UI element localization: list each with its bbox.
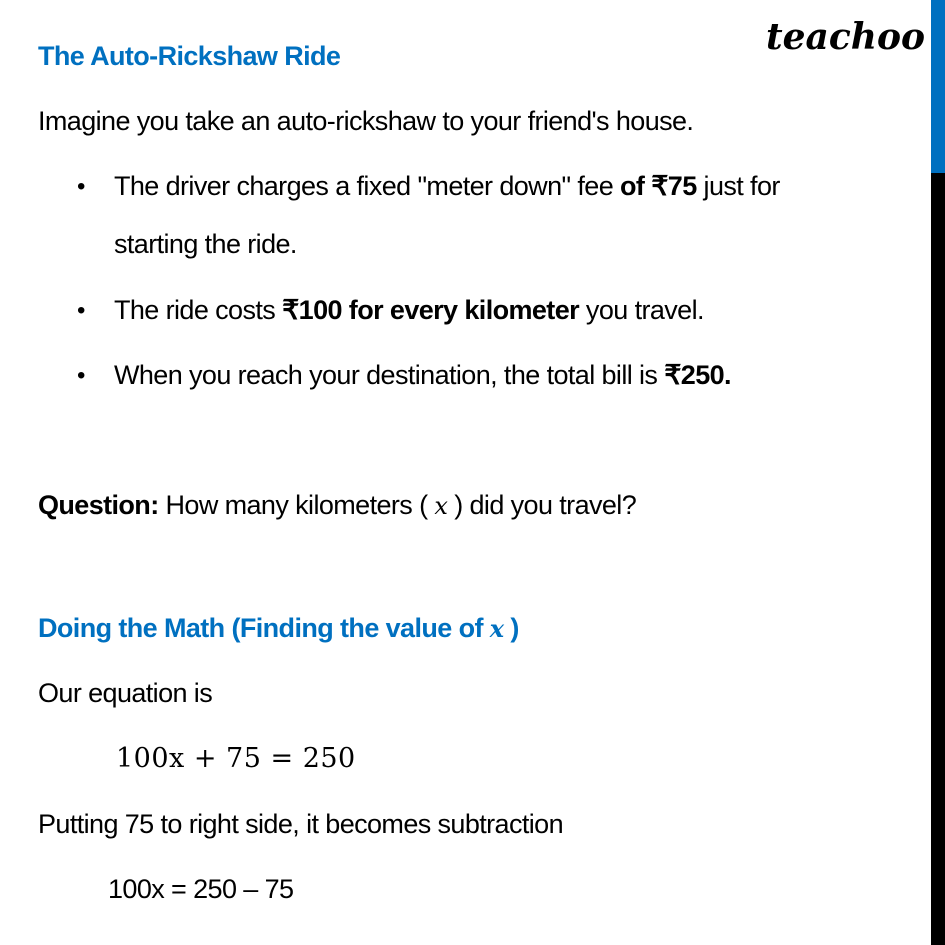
bullet-item-total-bill [114, 360, 731, 391]
slide-edge-bar [931, 0, 945, 945]
bullet-bold-text: of ₹75 [620, 171, 697, 201]
intro-text: Imagine you take an auto-rickshaw to your friend's house. [38, 106, 694, 136]
question-text: ) did you travel? [447, 490, 637, 520]
section-title-auto-rickshaw: The Auto-Rickshaw Ride [38, 41, 341, 71]
question-text: How many kilometers ( [158, 490, 435, 520]
bullet-bold-text: ₹250. [664, 360, 731, 390]
bullet-text: The driver charges a fixed "meter down" fee [114, 171, 621, 201]
step-equation: 100x = 250 – 75 [108, 874, 294, 904]
bullet-item-continuation: starting the ride. [114, 229, 297, 259]
bullet-item-per-km [114, 295, 704, 326]
section-title-doing-math [38, 613, 519, 644]
equation: 100x + 75 = 250 [116, 743, 356, 774]
equation-intro: Our equation is [38, 678, 213, 708]
bullet-text: just for [696, 171, 780, 201]
question-line [38, 490, 636, 521]
bullet-bold-text: ₹100 for every kilometer [282, 295, 580, 325]
heading-text: Doing the Math (Finding the value of [38, 613, 490, 643]
bullet-icon: • [77, 297, 86, 324]
bullet-icon: • [77, 362, 86, 389]
bullet-text: The ride costs [114, 295, 283, 325]
bullet-icon: • [77, 173, 86, 200]
teachoo-logo: teachoo [766, 16, 925, 58]
step-text: Putting 75 to right side, it becomes subtraction [38, 809, 564, 839]
bullet-text: you travel. [579, 295, 704, 325]
accent-bar [931, 0, 945, 173]
variable-x: x [489, 614, 504, 643]
variable-x: x [434, 492, 448, 520]
heading-text: ) [503, 613, 519, 643]
bullet-item-fixed-fee [114, 171, 780, 202]
bullet-text: When you reach your destination, the total bill is [114, 360, 665, 390]
question-label: Question: [38, 490, 159, 520]
